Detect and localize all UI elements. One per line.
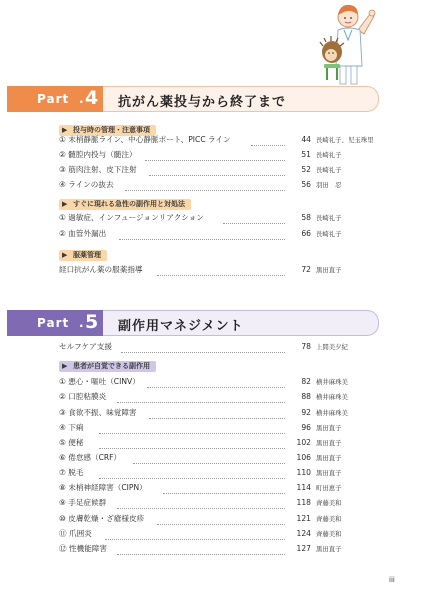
entry-title: ③ 食欲不振、味覚障害 — [59, 408, 137, 417]
entry-author: 長崎礼子 — [316, 166, 342, 174]
toc-entry[interactable] — [59, 341, 381, 353]
entry-author: 齊藤美和 — [316, 515, 342, 523]
entry-page: 78 — [301, 342, 311, 351]
leader-dots — [157, 512, 285, 525]
leader-dots — [117, 496, 285, 509]
part-5-title: 副作用マネジメント — [118, 319, 244, 334]
leader-dots — [145, 148, 285, 161]
toc-entry[interactable] — [59, 497, 381, 509]
entry-title: ⑨ 手足症候群 — [59, 498, 107, 507]
entry-author: 長崎礼子 — [316, 230, 342, 238]
entry-author: 齊藤美和 — [316, 499, 342, 507]
toc-entry[interactable] — [59, 482, 381, 494]
page-number: iii — [389, 576, 395, 584]
part-number: 5 — [85, 311, 99, 333]
section-heading: ▶ すぐに現れる急性の副作用と対処法 — [59, 199, 191, 210]
entry-title: 経口抗がん薬の服薬指導 — [59, 265, 143, 274]
leader-dots — [163, 481, 285, 494]
entry-title: ⑫ 性機能障害 — [59, 544, 107, 553]
toc-entry[interactable] — [59, 149, 381, 161]
part-4-title: 抗がん薬投与から終了まで — [118, 95, 287, 110]
entry-page: 92 — [301, 408, 311, 417]
entry-author: 羽田 忍 — [316, 181, 342, 189]
part-4-tab: Part . 4 — [7, 86, 103, 112]
entry-title: ② 血管外漏出 — [59, 229, 107, 238]
leader-dots — [121, 340, 285, 353]
entry-page: 121 — [296, 514, 311, 523]
entry-author: 齊藤美和 — [316, 530, 342, 538]
entry-title: ⑩ 皮膚乾燥・ざ瘡様皮疹 — [59, 514, 145, 523]
entry-author: 黒田直子 — [316, 545, 342, 553]
part-label: Part — [37, 92, 70, 106]
toc-entry[interactable] — [59, 391, 381, 403]
arrow-icon: ▶ — [62, 362, 68, 370]
leader-dots — [105, 527, 285, 540]
entry-page: 114 — [296, 483, 311, 492]
leader-dots — [117, 390, 285, 403]
leader-dots — [223, 211, 285, 224]
entry-title: ④ ラインの抜去 — [59, 180, 114, 189]
entry-page: 58 — [301, 213, 311, 222]
entry-title: ⑧ 末梢神経障害（CIPN） — [59, 483, 147, 492]
leader-dots — [99, 466, 285, 479]
toc-entry[interactable] — [59, 407, 381, 419]
entry-page: 51 — [301, 150, 311, 159]
entry-title: ⑪ 爪囲炎 — [59, 529, 92, 538]
entry-author: 上間美夕紀 — [316, 343, 348, 351]
entry-author: 黒田直子 — [316, 454, 342, 462]
entry-page: 127 — [296, 544, 311, 553]
entry-title: ① 末梢静脈ライン、中心静脈ポート、PICC ライン — [59, 135, 231, 144]
toc-entry[interactable] — [59, 212, 381, 224]
entry-page: 118 — [296, 498, 311, 507]
leader-dots — [149, 406, 285, 419]
entry-title: ⑦ 脱毛 — [59, 468, 84, 477]
toc-entry[interactable] — [59, 543, 381, 555]
entry-page: 96 — [301, 423, 311, 432]
toc-entry[interactable] — [59, 228, 381, 240]
entry-page: 66 — [301, 229, 311, 238]
toc-entry[interactable] — [59, 452, 381, 464]
toc-entry[interactable] — [59, 264, 381, 276]
entry-author: 黒田直子 — [316, 439, 342, 447]
entry-author: 黒田直子 — [316, 424, 342, 432]
arrow-icon: ▶ — [62, 251, 68, 259]
entry-page: 52 — [301, 165, 311, 174]
entry-author: 長崎礼子 — [316, 214, 342, 222]
entry-page: 82 — [301, 377, 311, 386]
toc-entry[interactable] — [59, 134, 381, 146]
entry-page: 110 — [296, 468, 311, 477]
leader-dots — [133, 451, 285, 464]
entry-title: ② 髄腔内投与（髄注） — [59, 150, 137, 159]
toc-entry[interactable] — [59, 164, 381, 176]
section-heading: ▶ 投与時の管理・注意事項 — [59, 125, 156, 136]
leader-dots — [147, 375, 285, 388]
entry-author: 長崎礼子 — [316, 151, 342, 159]
toc-entry[interactable] — [59, 422, 381, 434]
leader-dots — [157, 263, 285, 276]
entry-page: 72 — [301, 265, 311, 274]
leader-dots — [119, 227, 285, 240]
entry-title: ③ 筋肉注射、皮下注射 — [59, 165, 137, 174]
part-label: Part — [37, 316, 70, 330]
entry-page: 56 — [301, 180, 311, 189]
entry-page: 88 — [301, 392, 311, 401]
entry-author: 黒田直子 — [316, 266, 342, 274]
section-heading: ▶ 服薬管理 — [59, 250, 107, 261]
leader-dots — [99, 436, 285, 449]
toc-entry[interactable] — [59, 467, 381, 479]
entry-author: 黒田直子 — [316, 469, 342, 477]
entry-title: ⑤ 便秘 — [59, 438, 84, 447]
toc-entry[interactable] — [59, 179, 381, 191]
toc-entry[interactable] — [59, 513, 381, 525]
section-heading: ▶ 患者が自覚できる副作用 — [59, 361, 156, 372]
part-number: 4 — [85, 87, 99, 109]
entry-title: ① 過敏症、インフュージョンリアクション — [59, 213, 204, 222]
toc-entry[interactable] — [59, 528, 381, 540]
entry-title: セルフケア支援 — [59, 342, 112, 351]
leader-dots — [99, 421, 285, 434]
entry-page: 44 — [301, 135, 311, 144]
arrow-icon: ▶ — [62, 200, 68, 208]
entry-author: 横井麻珠美 — [316, 378, 348, 386]
nurse-hedgehog-illustration — [318, 0, 378, 88]
entry-author: 長崎礼子、児玉珠里 — [316, 136, 374, 144]
entry-title: ① 悪心・嘔吐（CINV） — [59, 377, 140, 386]
entry-title: ② 口腔粘膜炎 — [59, 392, 107, 401]
leader-dots — [117, 542, 285, 555]
leader-dots — [125, 178, 285, 191]
toc-entry[interactable] — [59, 437, 381, 449]
entry-title: ④ 下痢 — [59, 423, 84, 432]
leader-dots — [251, 133, 285, 146]
entry-title: ⑥ 倦怠感（CRF） — [59, 453, 122, 462]
entry-author: 横井麻珠美 — [316, 409, 348, 417]
entry-page: 102 — [296, 438, 311, 447]
arrow-icon: ▶ — [62, 126, 68, 134]
toc-entry[interactable] — [59, 376, 381, 388]
entry-author: 町田恵子 — [316, 484, 342, 492]
part-5-tab: Part . 5 — [7, 310, 103, 336]
entry-page: 106 — [296, 453, 311, 462]
entry-page: 124 — [296, 529, 311, 538]
leader-dots — [149, 163, 285, 176]
entry-author: 横井麻珠美 — [316, 393, 348, 401]
